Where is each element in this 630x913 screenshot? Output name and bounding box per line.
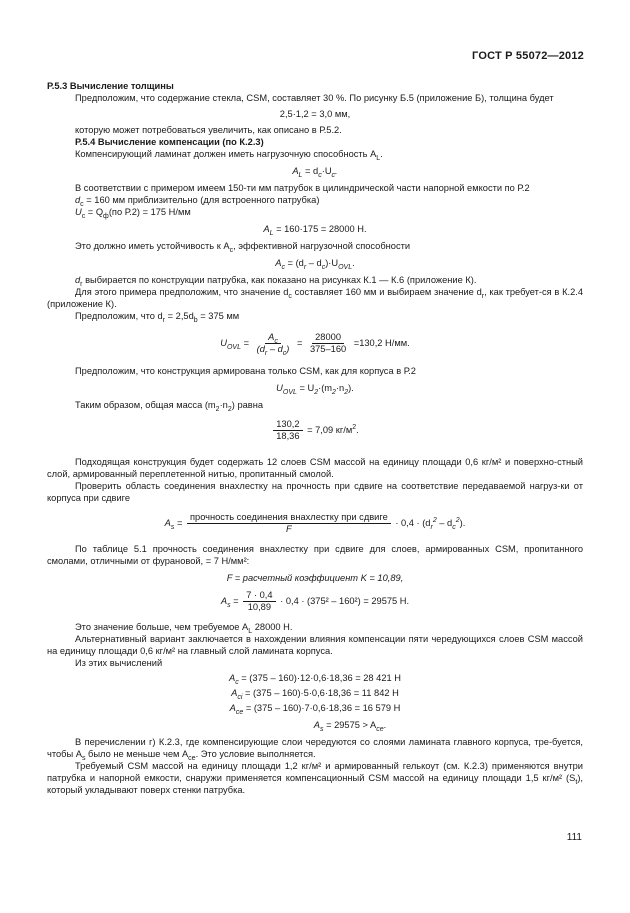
formula-ace-7: $A_{ce} = (375 - 160)\cdot 7\cdot 0,6\cdot 18,36 = 16$ 579 Н <box>229 703 401 716</box>
paragraph-load-capacity: Компенсирующий ламинат должен иметь нагрузочную способность $A_L$. <box>75 149 383 162</box>
formula-aci-5: $A_{ci} = (375 - 160)\cdot 5\cdot 0,6\cdot 18,36 = 11$ 842 Н <box>231 688 399 701</box>
paragraph-uc: $U_c = Q_ф(по$ Р.2) = 175 Н/мм <box>75 207 191 220</box>
paragraph-from-calculations: Из этих вычислений <box>75 658 163 668</box>
paragraph-check-lap-joint: Проверить область соединения внахлестку на прочность при сдвиге на соответствие передаваемой нагруз-ки от корпуса при сдвиге <box>47 481 583 503</box>
paragraph-example: Для этого примера предположим, что значение $d_c$ составляет 160 мм и выбираем значение $d_r$, как требует-ся в К.2.4 (приложение К). <box>47 287 583 309</box>
paragraph-glass-content: Предположим, что содержание стекла, CSM, составляет 30 %. По рисунку Б.5 (приложение Б), толщина будет <box>75 93 554 103</box>
paragraph-suitable-construction: Подходящая конструкция будет содержать 12 слоев CSM массой на единицу площади 0,6 кг/м² и поверхно-стный слой, армированный переплетенной нитью, пропитанный смолой. <box>47 457 583 479</box>
section-heading-p54: Р.5.4 Вычисление компенсации (по К.2.3) <box>75 137 264 147</box>
formula-al-value: $A_L = 160\cdot 175 = 28000$ Н. <box>263 224 367 237</box>
paragraph-required-csm: Требуемый CSM массой на единицу площади 1,2 кг/м² и армированный гелькоут (см. К.2.3) применяются внутри патрубка и напорной емкости, снаружи применяется компенсационный CSM массой на единицу площади 1,5 кг/м² $(S_t)$, который укладывают поверх стенки патрубка. <box>47 761 583 795</box>
formula-as-compare: $A_s = 29575 > A_{ce}$. <box>313 720 387 733</box>
formula-ac: $A_c = (d_r - d_c)\cdot U_{OVL}$. <box>275 258 355 271</box>
formula-al: $A_L = d_c\cdot U_c$. <box>292 166 338 179</box>
paragraph-example-nozzle: В соответствии с примером имеем 150-ти мм патрубок в цилиндрической части напорной емкости по Р.2 <box>75 183 530 193</box>
paragraph-alternative: Альтернативный вариант заключается в нахождении влияния компенсации пяти чередующихся слоев CSM массой на единицу площади 0,6 кг/м² на главный слой ламината корпуса. <box>47 634 583 656</box>
section-heading-p53: Р.5.3 Вычисление толщины <box>47 81 174 91</box>
paragraph-csm-only: Предположим, что конструкция армирована только CSM, как для корпуса в Р.2 <box>75 366 416 376</box>
paragraph-increase: которую может потребоваться увеличить, как описано в Р.5.2. <box>75 125 342 135</box>
formula-uovl: $U_{OVL}$ = $\frac{A_c}{(d_r - d_c)}$ = $\frac{28000}{375-160}$ =130,2 Н/мм. <box>220 332 410 357</box>
paragraph-total-mass: Таким образом, общая масса $(m_2\cdot n_2)$ равна <box>75 400 264 413</box>
paragraph-stability: Это должно иметь устойчивость к $A_c$, эффективной нагрузочной способности <box>75 241 411 254</box>
paragraph-dr: $d_r$ выбирается по конструкции патрубка, как показано на рисунках К.1 — К.6 (приложение К). <box>75 275 477 288</box>
paragraph-table-51: По таблице 5.1 прочность соединения внахлестку при сдвиге для слоев, армированных CSM, пропитанного смолами, отличными от фурановой, = 7 Н/мм²: <box>47 544 583 566</box>
page-number: 111 <box>566 832 582 843</box>
formula-as: $A_s$ = $\frac{\text{прочность соединения внахлестку при сдвиге}}{F}$ · $0,4 \cdot (d_r^2 - d_c^2)$. <box>164 512 466 534</box>
page-body <box>47 80 583 796</box>
paragraph-dc: $d_c = 160$ мм приблизительно (для встроенного патрубка) <box>75 195 320 208</box>
formula-f: F = расчетный коэффициент K = 10,89, <box>226 573 404 583</box>
formula-thickness: 2,5·1,2 = 3,0 мм, <box>279 109 351 119</box>
paragraph-enumeration: В перечислении г) К.2.3, где компенсирующие слои чередуются со слоями ламината главного корпуса, тре-буется, чтобы $A_s$ было не меньше чем $A_{ce}$. Это условие выполняется. <box>47 737 583 762</box>
document-id: ГОСТ Р 55072—2012 <box>472 50 584 62</box>
formula-mass-value: $\frac{130,2}{18,36}$ = 7,09 $кг/м^2$. <box>47 419 583 442</box>
formula-uovl-mass: $U_{OVL} = U_2\cdot(m_2\cdot n_2)$. <box>276 383 354 396</box>
formula-ac-12: $A_c = (375 - 160)\cdot 12\cdot 0,6\cdot 18,36 = 28$ 421 Н <box>229 673 401 686</box>
paragraph-value-larger: Это значение больше, чем требуемое $A_L$ 28000 Н. <box>75 622 293 635</box>
paragraph-assume-dr: Предположим, что $d_r = 2,5d_b = 375$ мм <box>75 311 240 324</box>
formula-as-value: $A_s$ = $\frac{7 \cdot 0,4}{10,89}$ · 0,4 · (375² – 160²) = 29575 Н. <box>220 590 410 612</box>
